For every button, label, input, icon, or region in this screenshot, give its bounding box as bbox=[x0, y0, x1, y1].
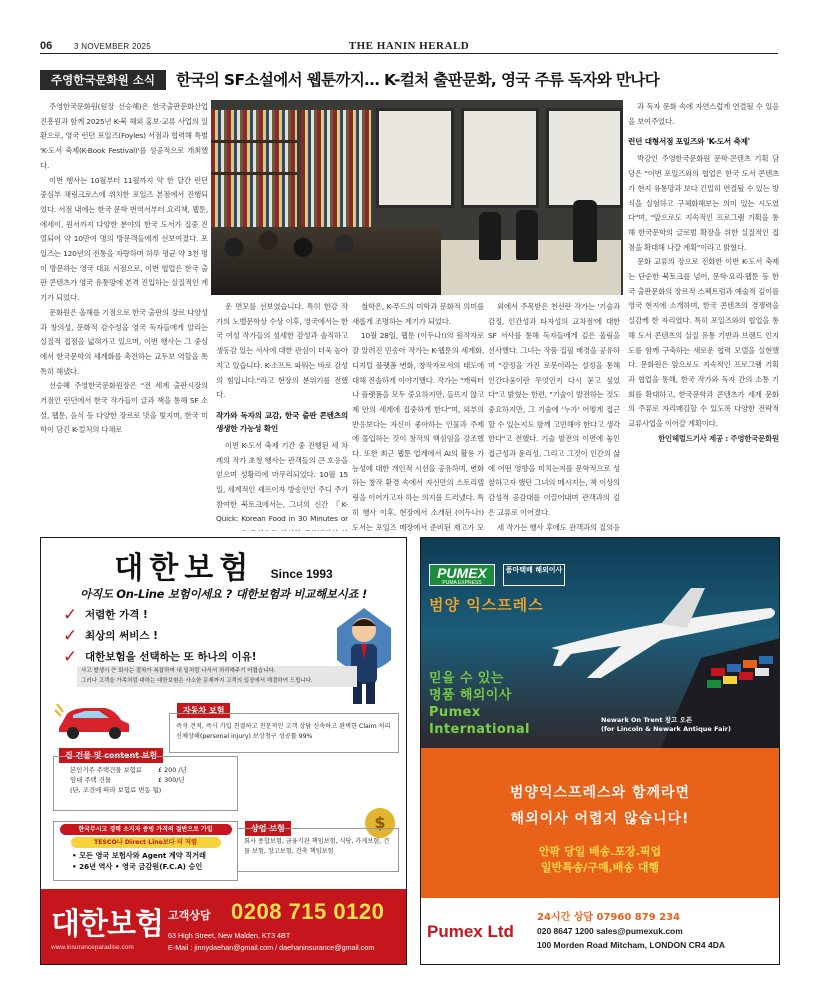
since-label: Since 1993 bbox=[270, 567, 333, 581]
bullet-item: ✓ 대한보험을 선택하는 또 하나의 이유! bbox=[63, 646, 257, 667]
byline: 한인헤럴드기사 제공 : 주영한국문화원 bbox=[658, 433, 779, 443]
business-insurance-tag: 상업 보험 bbox=[245, 821, 291, 836]
promo-line: 해외이사 어렵지 않습니다! bbox=[510, 811, 690, 827]
feature-item: • 모든 영국 보험사와 Agent 계약 직거래 bbox=[72, 851, 207, 860]
agent-illustration-icon bbox=[329, 588, 399, 708]
newspaper-title: THE HANIN HERALD bbox=[348, 40, 470, 52]
info-note: 사고 발생시 큰 회사는 절차가 복잡하며 내 일처럼 나서서 처리해주기 어렵습니다. 그러나 고객을 가족처럼 대하는 대한보험은 사소한 문제까지 고객의 입장에서 해결하여 드립니다. bbox=[77, 666, 357, 687]
promo-line: 범양익스프레스와 함께라면 bbox=[509, 785, 691, 801]
warehouse-notice: Newark On Trent 창고 오픈 (for Lincoln & Newark Antique Fair) bbox=[601, 716, 731, 733]
korean-logo: 품마택배 해외이사 bbox=[503, 564, 565, 586]
paragraph: 철학은, K-푸드의 미학과 문화적 의미를 새롭게 조명하는 계기가 되었다. bbox=[352, 302, 484, 326]
masthead bbox=[40, 38, 778, 54]
paragraph: 선승혜 주영한국문화원장은 "전 세계 출판시장의 거점인 런던에서 한국 작가들이 글과 책을 통해 SF 소설, 웹툰, 음식 등 다양한 장르로 맛을 빛지며, 한국 미학이 담긴 K-컬처의 다채로 bbox=[40, 381, 208, 435]
paragraph: 운 면모를 선보였습니다. 특히 한강 작가의 노벨문학상 수상 이후, 영국에서는 한국 여성 작가들의 섬세한 감성과 솔직하고 생동감 있는 서사에 대한 관심이 더욱 높아지고 있습니다. K-소프트 파워는 바로 감성의 힘입니다."라고 현장의 분위기를 전했다. bbox=[216, 302, 348, 400]
ad-hero bbox=[421, 538, 779, 748]
bullet-item: ✓ 최상의 써비스 ! bbox=[63, 625, 158, 646]
hotline[interactable]: 24시간 상담 07960 879 234 bbox=[537, 912, 681, 923]
bookshelf-center bbox=[301, 110, 371, 230]
paragraph: 세 작가는 행사 후에도 관객과의 질의응 bbox=[497, 522, 620, 531]
dollar-coin-icon: $ bbox=[365, 808, 395, 838]
tagline: 믿을 수 있는 명품 해외이사 Pumex International bbox=[429, 671, 530, 737]
paragraph: 문화 교류의 장으로 진화한 이번 K-도서 축제는 단순한 북토크를 넘어, 문학·요리·웹툰 등 한국 출판문화의 장르적 스펙트럼과 예술적 깊이를 영국 현지에 소개하며, 한국 콘텐츠의 경쟁력을 실감케 한 자리였다. 특히 포일즈와의 협업을 통해 도서 콘텐츠의 실질 유통 기반과 브랜드 인지도를 함께 구축하는 새로운 협력 모델을 실현했다. 문화원은 앞으로도 지속적인 프로그램 기획과 협업을 통해, 한국 작가와 독자 간의 소통 기회를 확대하고, 한국문학과 콘텐츠가 세계 문화의 주류로 자리매김할 수 있도록 다양한 전략적 교류사업을 이어갈 계획이다. bbox=[628, 257, 779, 429]
speaker-2 bbox=[516, 210, 538, 260]
brand-name: Pumex Ltd bbox=[427, 922, 514, 941]
paragraph: 이번 행사는 10월부터 11월까지 약 한 달간 런던 중심부 채링크로스에 위치한 포일즈 본점에서 진행되었다. 서점 내에는 한국 문학 번역서부터 요리책, 웹툰, 에세이, 원서까지 다양한 분야의 한국 도서가 집중 진열되어 약 10만여 명의 방문객들에게 선보여졌다. 포일즈는 120년의 전통을 자랑하며 하루 평균 약 3천 명이 방문하는 영국 대표 서점으로, 이번 협업은 한국 출판 콘텐츠가 영국 유통망에 본격 진입하는 실질적인 계기가 되었다. bbox=[40, 175, 208, 303]
ad-footer bbox=[41, 889, 406, 964]
business-insurance-box: 회사 종합보험, 금융기관 책임보험, 식당, 가게보험, 건물 보험, 장고보험, 건축 책임보험 bbox=[237, 828, 399, 872]
address: 100 Morden Road Mitcham, LONDON CR4 4DA bbox=[537, 940, 725, 950]
ad-title: 대한보험 Since 1993 bbox=[114, 551, 333, 586]
article-column-3 bbox=[352, 300, 484, 531]
article-headline: 한국의 SF소설에서 웹툰까지… K-컬처 출판문화, 영국 주류 독자와 만나다 bbox=[176, 71, 660, 89]
auto-insurance-box: 즉석 견적, 즉시 가입 친절하고 전문적인 고객 상담 신속하고 완벽한 Claim 처리 신체상해(personal injury) 보상청구 성공률 99% bbox=[169, 713, 399, 753]
paragraph: 이번 K-도서 축제 기간 중 진행된 세 차례의 작가 초청 행사는 관객들의 큰 호응을 얻으며 성황리에 마무리되었다. 10월 15일, 세계적인 셰프이자 방송인인 주디 주가 참여한 북토크에서는, 그녀의 신간 『K-Quick: Korean Food in 30 Minutes or bbox=[216, 440, 348, 524]
contact-info bbox=[537, 924, 725, 952]
ad-subtitle: 아직도 On-Line 보험이세요 ? 대한보험과 비교해보시죠 ! bbox=[80, 587, 367, 601]
price-comparison-box bbox=[53, 821, 238, 881]
article-column-4 bbox=[488, 300, 620, 531]
home-insurance-tag: 집 건물 및 content 보험 bbox=[59, 748, 163, 763]
ad-pumex[interactable] bbox=[420, 537, 780, 965]
event-photo bbox=[211, 100, 623, 295]
bullet-item: ✓ 저렴한 가격 ! bbox=[63, 604, 148, 625]
article-column-5 bbox=[628, 100, 779, 531]
speaker-1 bbox=[479, 212, 501, 260]
audience bbox=[211, 227, 441, 295]
cheaper-banner: TESCO나 Direct Line보다 더 저렴 bbox=[71, 837, 221, 848]
address: 63 High Street, New Malden, KT3 4BT E-Mail : jinnydaehan@gmail.com / daehaninsurance@gmail.com bbox=[168, 931, 375, 952]
phone-email[interactable]: 020 8647 1200 sales@pumexuk.com bbox=[537, 926, 683, 936]
window-right bbox=[546, 108, 623, 208]
crashed-car-icon bbox=[53, 698, 133, 742]
website-link[interactable]: www.insuranceparadise.com bbox=[51, 944, 134, 951]
brand-name: 대한보험 bbox=[51, 907, 163, 942]
paragraph: 주영한국문화원(원장 선승혜)은 한국출판문화산업진흥원과 함께 2025년 K-북 해외 홍보·교류 사업의 일환으로, 영국 런던 포일즈(Foyles) 서점과 협력해 특별 'K-도서 축제(K-Book Festival)'를 성공적으로 개최했다. bbox=[40, 102, 208, 170]
consult-label: 고객상담 bbox=[168, 909, 211, 922]
subheading: 런던 대형서점 포일즈와 'K-도서 축제' bbox=[628, 137, 750, 147]
bullet-list bbox=[63, 604, 257, 667]
window-mid bbox=[461, 108, 539, 208]
issue-date: 3 NOVEMBER 2025 bbox=[74, 42, 151, 51]
article-column-1 bbox=[40, 100, 208, 531]
phone-number[interactable]: 0208 715 0120 bbox=[231, 899, 385, 924]
window-left bbox=[376, 108, 454, 208]
ad-daehan-insurance[interactable] bbox=[40, 537, 407, 965]
checkmark-icon: ✓ bbox=[63, 625, 78, 646]
company-name: 범양 익스프레스 bbox=[429, 596, 544, 614]
pumex-logo: PUMEX PUMA EXPRESS bbox=[429, 564, 495, 586]
subheading: 작가와 독자의 교감, 한국 출판 콘텐츠의 생생한 가능성 확인 bbox=[216, 410, 348, 433]
speaker-3 bbox=[573, 200, 597, 262]
promo-panel bbox=[421, 748, 779, 900]
no-claims-banner: 한국무시고 경력 소지자 증빙 가격의 절반으로 가입 bbox=[60, 824, 232, 835]
bookshelf-left bbox=[211, 110, 297, 230]
home-note: (단, 조건에 따라 보험료 변동 됨) bbox=[70, 786, 162, 794]
home-row: 임대 주택 건물 £ 300/년 bbox=[70, 776, 185, 784]
home-insurance-box bbox=[53, 756, 238, 811]
service-list: 안팎 당일 배송.포장.픽업 일반특송/구매,배송 대행 bbox=[538, 845, 662, 874]
checkmark-icon: ✓ bbox=[63, 646, 78, 667]
checkmark-icon: ✓ bbox=[63, 604, 78, 625]
feature-item: • 26년 역사 • 영국 금감원(F.C.A) 승인 bbox=[72, 862, 203, 871]
paragraph: 박강인 주영한국문화원 문학·콘텐츠 기획 담당은 "이번 포일즈와의 협업은 한국 도서 콘텐츠가 현지 유통망과 보다 긴밀히 연결될 수 있는 방식을 실험하고 구체화해보는 의미 있는 시도였다"며, "앞으로도 지속적인 프로그램 기획을 통해 한국문학의 글로벌 확장을 위한 실질적인 접점을 확대해 나갈 계획"이라고 밝혔다. bbox=[628, 154, 779, 252]
auto-insurance-tag: 자동차 보험 bbox=[177, 703, 230, 718]
page-number: 06 bbox=[40, 40, 53, 52]
section-tag: 주영한국문화원 소식 bbox=[40, 70, 166, 90]
article-column-2 bbox=[216, 300, 348, 531]
home-row: 본인거주 주택건물 보험료 £ 200 /년 bbox=[70, 766, 187, 774]
paragraph: 과 독자 문화 속에 자연스럽게 연결될 수 있음을 보여주었다. bbox=[628, 102, 779, 126]
email-link[interactable]: E-Mail : jinnydaehan@gmail.com / daehaninsurance@gmail.com bbox=[168, 943, 375, 952]
paragraph: 10월 28일, 웹툰 (이두나!)의 원작자로 잘 알려진 민송아 작가는 K-웹툰의 세계화, 디지털 플랫폼 변화, 창작자로서의 태도에 대해 진솔하게 이야기했다. 작가는 "캐릭터나 플랫폼을 모두 중요하지만, 들뜨지 않고 제 안의 세계에 집중하게 한다"며, 외부의 반응보다는 자신이 좋아하는 인물과 주제에 몰입하는 것이 창작의 핵심임을 강조했다. 또한 최근 웹툰 업계에서 AI의 활용 가능성에 대한 개인적 시선을 공유하며, 변화하는 창작 환경 속에서 자신만의 스토리텔링을 이어가고자 하는 의지를 드러냈다. 특히 행사 이후, 현장에서 소개된 (이두나!) 도서는 포일즈 매장에서 준비된 재고가 모 bbox=[352, 331, 484, 531]
ad-footer bbox=[421, 898, 779, 964]
paragraph: 외에서 주목받은 천선란 작가는 '기술과 감정, 인간성과 타자성의 교차점'에 대한 SF 서사를 통해 독자들에게 깊은 울림을 선사했다. 그녀는 작품 집필 배경을 공유하며 "감정을 가진 로봇이라는 설정을 통해 인간다움이란 무엇인지 다시 묻고 싶었다"고 밝혔는 한편, "기술이 발전하는 것도 중요하지만, 그 기술에 '누가' 어떻게 접근할 수 있는지도 함께 고민해야 한다고 생각한다"고 전했다. 기술 발전의 이면에 놓인 접근성과 윤리성, 그리고 그것이 인간의 삶에 어떤 영향을 미치는지를 문학적으로 성찰하고자 했던 그녀의 메시지는, 책 이상의 감성적 공감대를 이끌어내며 관객과의 깊은 교류로 이어졌다. bbox=[488, 302, 620, 517]
paragraph: 문화원은 올해를 기점으로 한국 출판의 장르 다양성과 창의성, 문화적 감수성을 영국 독자들에게 알리는 실질적 접점을 넓혀가고 있으며, 이번 행사는 그 중심에서 한국문학의 세계화를 촉진하는 교두보 역할을 톡톡히 해냈다. bbox=[40, 307, 208, 376]
